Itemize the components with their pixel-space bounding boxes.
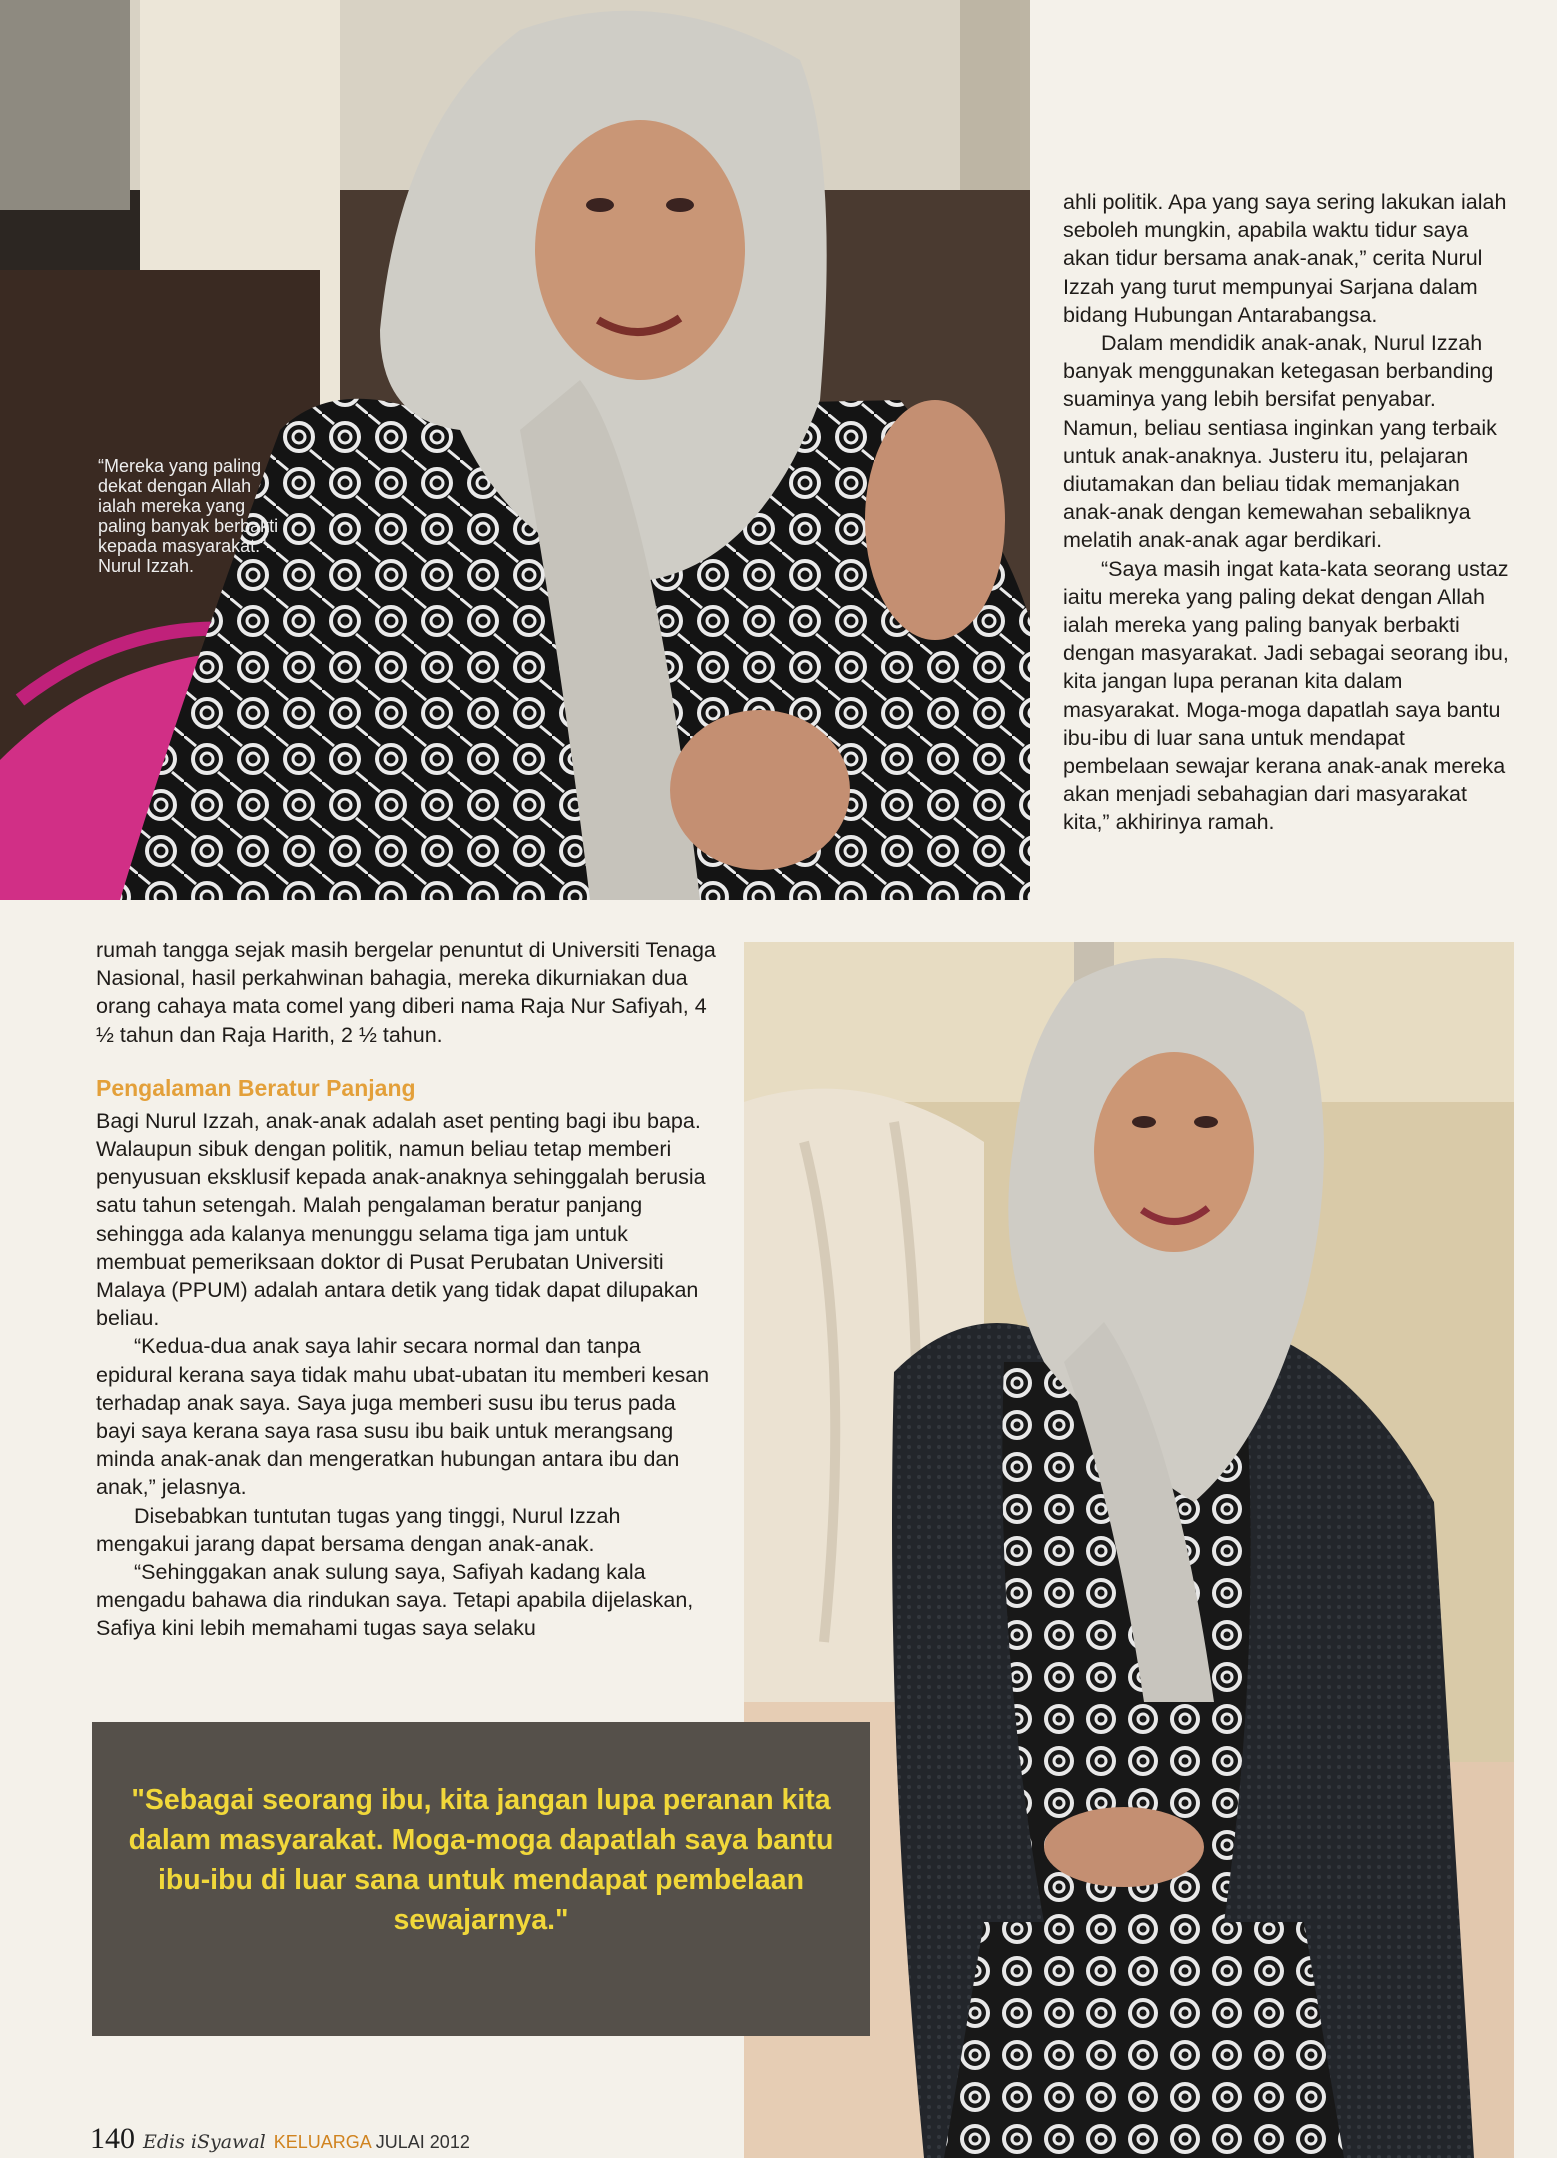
- paragraph: Disebabkan tuntutan tugas yang tinggi, Nurul Izzah mengakui jarang dapat bersama dengan anak-anak.: [96, 1503, 621, 1556]
- article-column-top-right: [1063, 188, 1513, 837]
- edition-label: Edis iSyawal: [143, 2131, 266, 2153]
- pull-quote-box: [92, 1722, 870, 2036]
- paragraph: “Saya masih ingat kata-kata seorang ustaz iaitu mereka yang paling dekat dengan Allah ialah mereka yang paling banyak berbakti dengan masyarakat. Jadi sebagai seorang ibu, kita jangan lupa peranan kita dalam masyarakat. Moga-moga dapatlah saya bantu ibu-ibu di luar sana untuk mendapat pembelaan sewajar kerana anak-anak mereka akan menjadi sebahagian dari masyarakat kita,” akhirinya ramah.: [1063, 556, 1509, 835]
- magazine-name: KELUARGA: [273, 2132, 372, 2152]
- paragraph: Bagi Nurul Izzah, anak-anak adalah aset penting bagi ibu bapa. Walaupun sibuk dengan politik, namun beliau tetap memberi penyusuan eksklusif kepada anak-anaknya sehinggalah berusia satu tahun setengah. Malah pengalaman beratur panjang sehingga ada kalanya menunggu selama tiga jam untuk membuat pemeriksaan doktor di Pusat Perubatan Universiti Malaya (PPUM) adalah antara detik yang tidak dapat dilupakan beliau.: [96, 1108, 706, 1331]
- photo-caption: “Mereka yang paling dekat dengan Allah ialah mereka yang paling banyak berbakti kepada masyarakat.”- Nurul Izzah.: [98, 456, 279, 576]
- paragraph: ahli politik. Apa yang saya sering lakukan ialah seboleh mungkin, apabila waktu tidur saya akan tidur bersama anak-anak,” cerita Nurul Izzah yang turut mempunyai Sarjana dalam bidang Hubungan Antarabangsa.: [1063, 190, 1507, 327]
- pull-quote-text: "Sebagai seorang ibu, kita jangan lupa peranan kita dalam masyarakat. Moga-moga dapatlah saya bantu ibu-ibu di luar sana untuk mendapat pembelaan sewajarnya.": [128, 1784, 834, 1936]
- article-column-left: [96, 936, 716, 1643]
- paragraph: “Kedua-dua anak saya lahir secara normal dan tanpa epidural kerana saya tidak mahu ubat-ubatan itu memberi kesan terhadap anak saya. Saya juga memberi susu ibu terus pada bayi saya kerana saya rasa susu ibu baik untuk merangsang minda anak-anak dan mengeratkan hubungan antara ibu dan anak,” jelasnya.: [96, 1334, 710, 1500]
- section-heading: Pengalaman Beratur Panjang: [96, 1074, 416, 1101]
- paragraph: “Sehinggakan anak sulung saya, Safiyah kadang kala mengadu bahawa dia rindukan saya. Tetapi apabila dijelaskan, Safiya kini lebih memahami tugas saya selaku: [96, 1560, 694, 1641]
- page-number: 140: [90, 2122, 135, 2155]
- paragraph: Dalam mendidik anak-anak, Nurul Izzah banyak menggunakan ketegasan berbanding suaminya yang lebih bersifat penyabar. Namun, beliau sentiasa inginkan yang terbaik untuk anak-anaknya. Justeru itu, pelajaran diutamakan dan beliau tidak memanjakan anak-anak dengan kemewahan sebaliknya melatih anak-anak agar berdikari.: [1063, 331, 1497, 553]
- page-footer: [90, 2122, 470, 2156]
- issue-date: JULAI 2012: [375, 2132, 470, 2152]
- top-photo-illustration: [0, 0, 1030, 900]
- paragraph: rumah tangga sejak masih bergelar penuntut di Universiti Tenaga Nasional, hasil perkahwinan bahagia, mereka dikurniakan dua orang cahaya mata comel yang diberi nama Raja Nur Safiyah, 4 ½ tahun dan Raja Harith, 2 ½ tahun.: [96, 938, 716, 1047]
- top-photo: [0, 0, 1030, 900]
